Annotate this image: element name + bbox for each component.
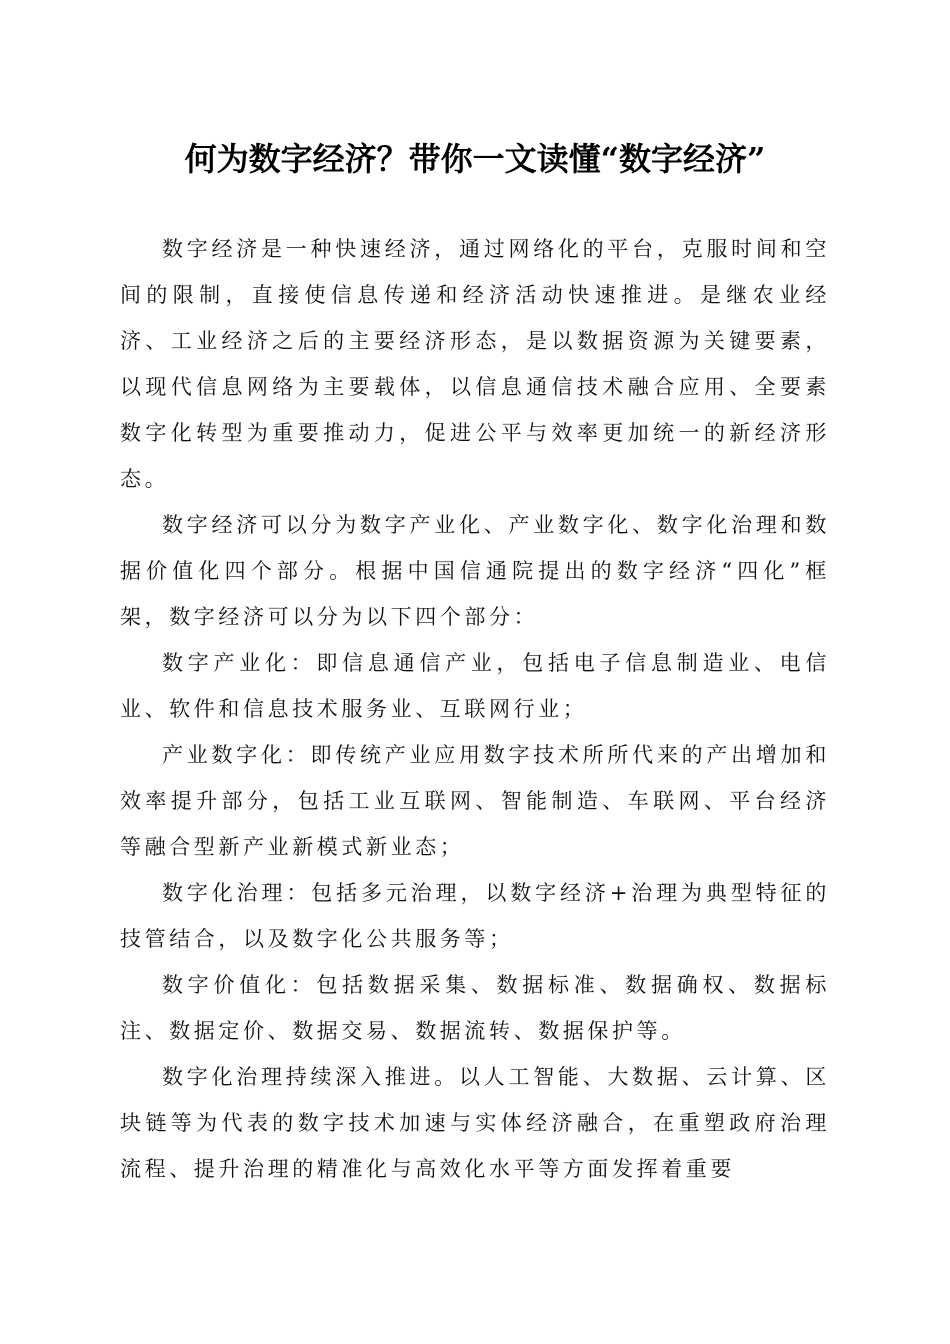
paragraph-digital-governance: 数字化治理：包括多元治理，以数字经济+治理为典型特征的技管结合，以及数字化公共服务等； bbox=[120, 881, 830, 951]
paragraph-industrial-digitalization: 产业数字化：即传统产业应用数字技术所所代来的产出增加和效率提升部分，包括工业互联网、智能制造、车联网、平台经济等融合型新产业新模式新业态； bbox=[120, 743, 830, 859]
paragraph-four-parts: 数字经济可以分为数字产业化、产业数字化、数字化治理和数据价值化四个部分。根据中国信通院提出的数字经济“四化”框架，数字经济可以分为以下四个部分： bbox=[120, 513, 830, 629]
document-title: 何为数字经济？带你一文读懂“数字经济” bbox=[184, 140, 766, 178]
document-body bbox=[120, 226, 830, 1192]
paragraph-digital-industrialization: 数字产业化：即信息通信产业，包括电子信息制造业、电信业、软件和信息技术服务业、互联网行业； bbox=[120, 651, 830, 721]
paragraph-governance-progress: 数字化治理持续深入推进。以人工智能、大数据、云计算、区块链等为代表的数字技术加速与实体经济融合，在重塑政府治理流程、提升治理的精准化与高效化水平等方面发挥着重要 bbox=[120, 1065, 830, 1181]
paragraph-data-valorization: 数字价值化：包括数据采集、数据标准、数据确权、数据标注、数据定价、数据交易、数据流转、数据保护等。 bbox=[120, 973, 830, 1043]
paragraph-intro: 数字经济是一种快速经济，通过网络化的平台，克服时间和空间的限制，直接使信息传递和经济活动快速推进。是继农业经济、工业经济之后的主要经济形态，是以数据资源为关键要素，以现代信息网络为主要载体，以信息通信技术融合应用、全要素数字化转型为重要推动力，促进公平与效率更加统一的新经济形态。 bbox=[120, 237, 830, 491]
